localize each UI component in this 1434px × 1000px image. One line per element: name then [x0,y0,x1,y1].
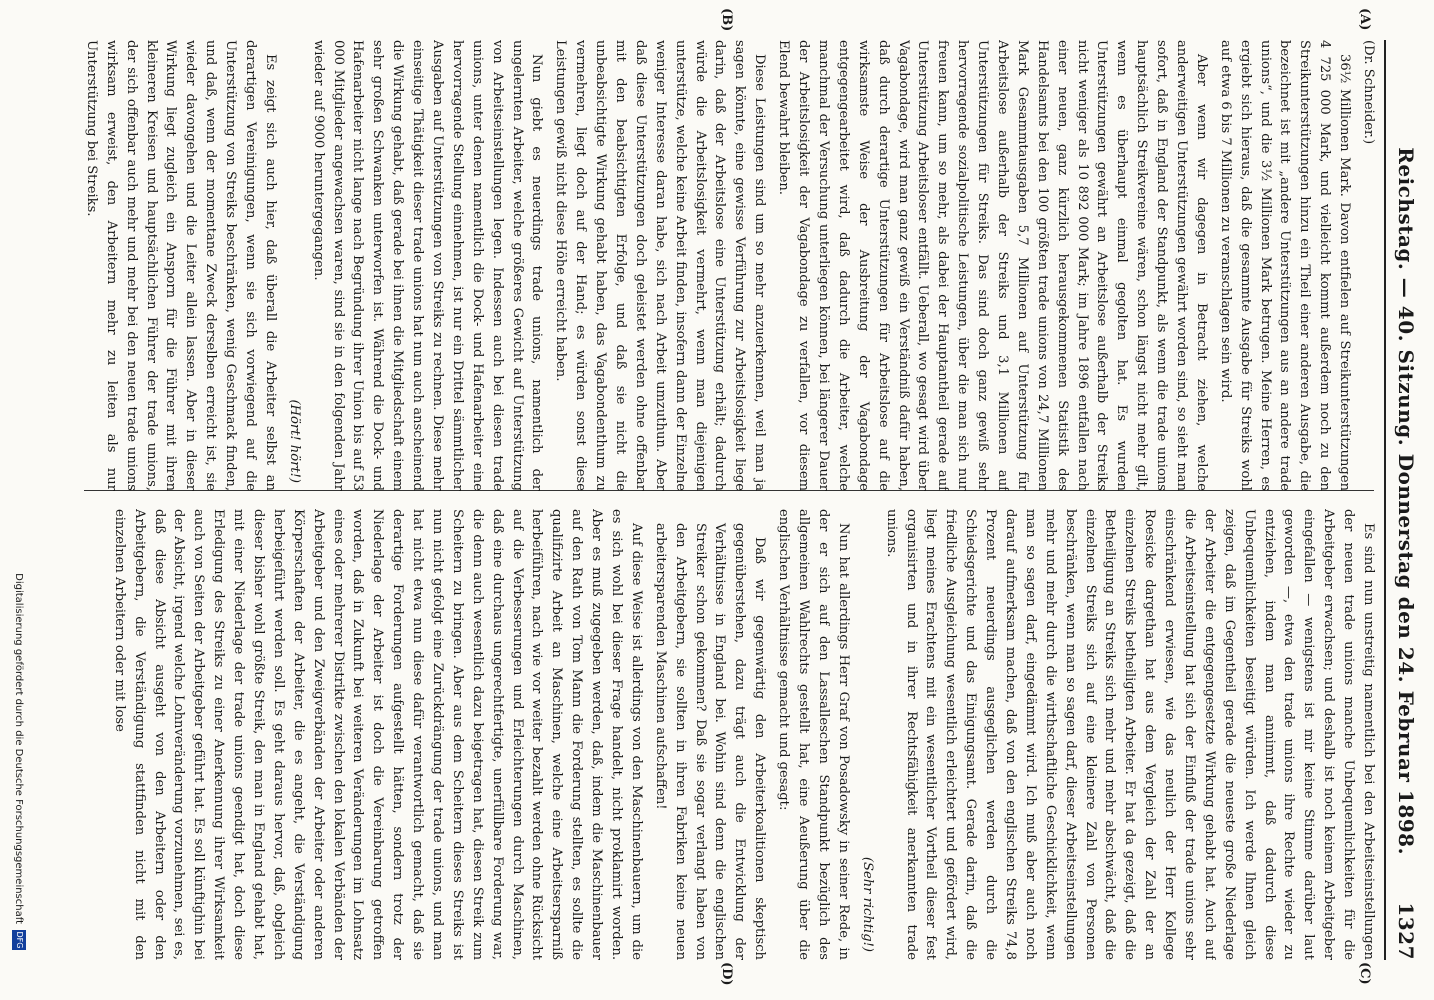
text-columns [78,40,1378,960]
paragraph: Nun hat allerdings Herr Graf von Posadowsky in seiner Rede, in der er sich auf den Lassalleschen Standpunkt bezüglich des allgemeinen Wahlrechts gestellt hat, eine Aeußerung über die englischen Verhältnisse gemacht und gesagt: [776,509,851,960]
interjection: (Hört! hört!) [286,399,302,483]
dfg-logo: DFG [12,930,26,950]
page-header [1384,40,1426,960]
page-title: Reichstag. — 40. Sitzung. Donnerstag den 24. Februar 1898. [1394,147,1418,856]
left-column [78,40,1378,491]
right-column [78,509,1378,960]
marker-d: (D) [719,962,734,986]
speaker-label: (Dr. Schneider.) [1361,40,1376,145]
paragraph: Nun giebt es neuerdings trade unions, namentlich der ungelernten Arbeiter, welche größeres Gewicht auf Unterstützung von Arbeitseinstellungen legen. Indessen auch bei diesen trade unions, unter denen namentlich die Dock- und Hafenarbeiter eine hervorragende Stellung einnehmen, ist nur ein Drittel sämmtlicher Ausgaben auf Unterstützungen von Streiks zu rechnen. Diese mehr einseitige Thätigkeit dieser trade unions hat nun auch anscheinend die Wirkung gehabt, daß gerade bei ihnen die Mitgliedschaft einem sehr großen Schwanken unterworfen ist. Während die Dock- und Hafenarbeiter nicht lange nach Begründung ihrer Union bis auf 53 000 Mitglieder angewachsen waren, sind sie in den folgenden Jahr wieder auf 9000 heruntergegangen. [310,40,545,491]
quote: Daß wir gegenwärtig den Arbeiterkoalitionen skeptisch gegenüberstehen, dazu trägt auch die Entwicklung der Verhältnisse in England bei. Wohin sind denn die englischen Streiker schon gekommen? Daß sie sogar verlangt haben von den Arbeitgebern, sie sollten in ihren Fabriken keine neuen arbeitersparenden Maschinen aufschaffen! [652,523,768,960]
digitization-footer [8,520,30,950]
paragraph: Diese Leistungen sind um so mehr anzuerkennen, weil man ja sagen könnte, eine gewisse Verführung zur Arbeitslosigkeit liege darin, daß der Arbeitslose eine Unterstützung erhält; dadurch würde die Arbeitslosigkeit vermehrt, wenn man diejenigen unterstütze, welche keine Arbeit finden, insofern dann der Einzelne weniger Interesse daran habe, sich nach Arbeit umzuthun. Aber daß diese Unterstützungen doch geleistet werden ohne offenbar mit den beabsichtigten Erfolge, und daß sie nicht die unbeabsichtigte Wirkung gehabt haben, das Vagabondenthum zu vermehren, liegt doch auf der Hand; es würden sonst diese Leistungen gewiß nicht diese Höhe erreicht haben. [553,40,768,491]
page-number: 1327 [1394,902,1418,960]
paragraph: Es zeigt sich auch hier, daß überall die Arbeiter selbst an derartigen Vereinigungen, wenn sie sich vorwiegend auf die Unterstützung von Streiks beschränken, wenig Geschmack finden, und daß, wenn der momentane Zweck derselben erreicht ist, sie wieder davongehen und die Leiter allein lassen. Aber in dieser Wirkung liegt zugleich ein Ansporn für die Führer mit ihren kleineren Kreisen und hauptsächlichen Führer der trade unions, der sich offenbar auch mehr und mehr bei den neuen trade unions wirksam erweist, den Arbeitern mehr zu leiten als nur Unterstützung bei Streiks. [83,40,278,491]
paragraph: Aber wenn wir dagegen in Betracht ziehen, welche anderweitigen Unterstützungen gewährt worden sind, so sieht man sofort, daß in England der Standpunkt, als wenn die trade unions hauptsächlich Streikvereine wären, schon längst nicht mehr gilt, wenn es überhaupt einmal gegolten hat. Es wurden Unterstützungen gewährt an Arbeitslose außerhalb der Streiks nicht weniger als 10 892 000 Mark; im Jahre 1896 entfallen nach einer neuen, ganz kürzlich herausgekommenen Statistik des Handelsamts bei den 100 größten trade unions von 24,7 Millionen Mark Gesammtausgaben 5,7 Millionen auf Unterstützung für Arbeitslose außerhalb der Streiks und 3,1 Millionen auf Unterstützungen für Streiks. Das sind doch ganz gewiß sehr hervorragende sozialpolitische Leistungen, über die man sich nur freuen kann, um so mehr, als dabei der Hauptantheil gerade auf Unterstützung Arbeitsloser entfällt. Ueberall, wo gesagt wird über Vagabondage, wird man ganz gewiß ein Verständniß dafür haben, daß durch derartige Unterstützungen für Arbeitslose auf die wirksamste Weise der Ausbreitung der Vagabondage entgegengearbeitet wird, daß dadurch die Arbeiter, welche manchmal der Versuchung unterliegen können, bei längerer Dauer der Arbeitslosigkeit der Vagabondage zu verfallen, vor diesem Elend bewahrt bleiben. [776,40,1209,491]
paragraph: Auf diese Weise ist allerdings von den Maschinenbauern, um die es sich wohl bei dieser Frage handelt, nicht proklamirt worden. Aber es muß zugegeben werden, daß, indem die Maschinenbauer auf den Rath von Tom Mann die Forderung stellten, es sollte die qualifizirte Arbeit an Maschinen, welche eine Arbeitsersparniß herbeiführen, nach wie vor weiter bezahlt werden ohne Rücksicht auf die Verbesserungen und Erleichterungen durch Maschinen, daß eine durchaus ungerechtfertigte, unerfüllbare Forderung war, die denn auch wesentlich dazu beigetragen hat, diesen Streik zum Scheitern zu bringen. Aber aus dem Scheitern dieses Streiks ist nun nicht gefolgt eine Zurückdrängung der trade unions, und man hat nicht etwa nun diese dafür verantwortlich gemacht, daß sie derartige Forderungen aufgestellt hätten, sondern trotz der Niederlage der Arbeiter ist doch die Vereinbarung getroffen worden, daß in Zukunft bei weiteren Veränderungen im Lohnsatz eines oder mehrerer Distrikte zwischen den lokalen Verbänden der Arbeitgeber und den Zweigverbänden der Arbeiter oder anderen Körperschaften der Arbeiter, die es angeht, die Verständigung herbeigeführt werden soll. Es geht daraus hervor, daß, obgleich dieser bisher wohl größte Streik, den man in England gehabt hat, mit einer Niederlage der trade unions geendigt hat, doch diese Erledigung des Streiks zu einer Anerkennung ihrer Wirksamkeit auch von Seiten der Arbeitgeber geführt hat. Es soll künftighin bei der Absicht, irgend welche Lohnveränderung vorzunehmen, sei es, daß diese Absicht ausgeht von den Arbeitern oder den Arbeitgebern, die Verständigung stattfinden nicht mit den einzelnen Arbeitern oder mit lose [111,509,644,960]
marker-c: (C) [1357,962,1372,985]
paragraph: Es sind nun unstreitig namentlich bei den Arbeitseinstellungen der neuen trade unions manche Unbequemlichkeiten für die Arbeitgeber erwachsen; und deshalb ist noch keinem Arbeitgeber eingefallen — wenigstens ist mir keine Stimme darüber laut geworden —, etwa den trade unions ihre Rechte wieder zu entziehen, indem man annimmt, daß dadurch diese Unbequemlichkeiten beseitigt würden. Ich werde Ihnen gleich zeigen, daß im Gegentheil gerade die neueste große Niederlage der Arbeiter die entgegengesetzte Wirkung gehabt hat. Auch auf die Arbeitseinstellung hat sich der Einfluß der trade unions sehr einschränkend erwiesen, wie das neulich der Herr Kollege Roesicke dargethan hat aus dem Vergleich der Zahl der an einzelnen Streiks betheiligten Arbeiter. Er hat da gezeigt, daß die Betheiligung an Streiks sich mehr und mehr abschwächt, daß die einzelnen Streiks sich auf eine kleinere Zahl von Personen beschränken, wenn man so sagen darf, dieser Arbeitseinstellungen mehr und mehr durch die wirthschaftliche Geschicklichkeit, wenn man so sagen darf, eingedämmt wird. Ich muß aber auch noch darauf aufmerksam machen, daß von den englischen Streiks 74,8 Prozent neuerdings ausgeglichen werden durch die Schiedsgerichte und das Einigungsamt. Gerade darin, daß die friedliche Ausgleichung wesentlich erleichtert und gefördert wird, liegt meines Erachtens mit ein wesentlicher Vortheil dieser fest organisirten und in ihrer Rechtsfähigkeit anerkannten trade unions. [883,509,1376,960]
footer-text: Digitalisierung gefördert durch die Deutsche Forschungsgemeinschaft [13,573,25,924]
marker-b: (B) [719,8,734,32]
marker-a: (A) [1357,8,1372,31]
interjection: (Sehr richtig!) [859,856,875,952]
paragraph: 36½ Millionen Mark. Davon entfielen auf Streikunterstützungen 4 725 000 Mark, und vielleicht kommt außerdem noch zu den Streikunterstützungen hinzu ein Theil einer anderen Ausgabe, die bezeichnet ist mit „andere Unterstützungen aus an andere trade unions“, und die 3½ Millionen Mark betrugen. Meine Herren, es ergiebt sich hieraus, daß die gesammte Ausgabe für Streiks wohl auf etwa 6 bis 7 Millionen zu veranschlagen sein wird. [1217,40,1353,491]
